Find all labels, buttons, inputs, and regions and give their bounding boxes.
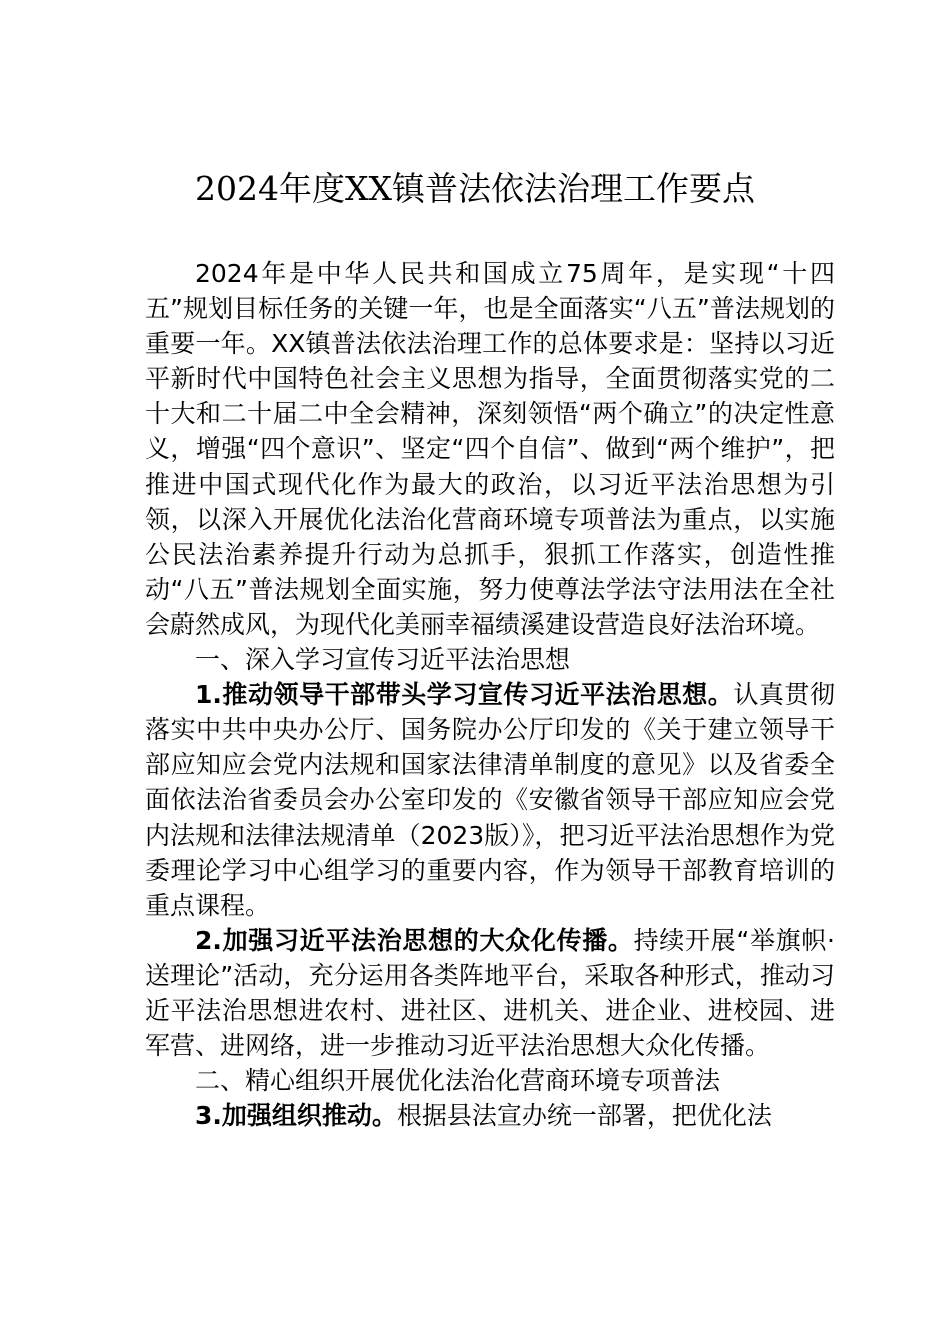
item-3-body: 根据县法宣办统一部署，把优化法	[396, 1101, 772, 1131]
document-body	[145, 256, 835, 1133]
item-3-paragraph	[145, 1098, 835, 1133]
item-2-body: 持续开展“举旗帜·送理论”活动，充分运用各类阵地平台，采取各种形式，推动习近平法治思想进农村、进社区、进机关、进企业、进校园、进军营、进网络，进一步推动习近平法治思想大众化传播。	[145, 925, 835, 1061]
item-2-lead: 2.加强习近平法治思想的大众化传播。	[195, 925, 634, 955]
item-1-body: 认真贯彻落实中共中央办公厅、国务院办公厅印发的《关于建立领导干部应知应会党内法规和国家法律清单制度的意见》以及省委全面依法治省委员会办公室印发的《安徽省领导干部应知应会党内法规和法律法规清单（2023版）》，把习近平法治思想作为党委理论学习中心组学习的重要内容，作为领导干部教育培训的重点课程。	[145, 680, 835, 920]
section-heading-2: 二、精心组织开展优化法治化营商环境专项普法	[195, 1066, 721, 1096]
section-heading-1: 一、深入学习宣传习近平法治思想	[195, 645, 571, 675]
item-1-paragraph	[145, 677, 835, 923]
item-2-paragraph	[145, 923, 835, 1063]
item-3-lead: 3.加强组织推动。	[195, 1101, 397, 1131]
item-1-lead: 1.推动领导干部带头学习宣传习近平法治思想。	[195, 680, 734, 710]
document-title: 2024年度XX镇普法依法治理工作要点	[195, 169, 755, 208]
intro-paragraph: 2024年是中华人民共和国成立75周年，是实现“十四五”规划目标任务的关键一年，也是全面落实“八五”普法规划的重要一年。XX镇普法依法治理工作的总体要求是：坚持以习近平新时代中国特色社会主义思想为指导，全面贯彻落实党的二十大和二十届二中全会精神，深刻领悟“两个确立”的决定性意义，增强“四个意识”、坚定“四个自信”、做到“两个维护”，把推进中国式现代化作为最大的政治，以习近平法治思想为引领，以深入开展优化法治化营商环境专项普法为重点，以实施公民法治素养提升行动为总抓手，狠抓工作落实，创造性推动“八五”普法规划全面实施，努力使尊法学法守法用法在全社会蔚然成风，为现代化美丽幸福绩溪建设营造良好法治环境。	[145, 259, 835, 639]
